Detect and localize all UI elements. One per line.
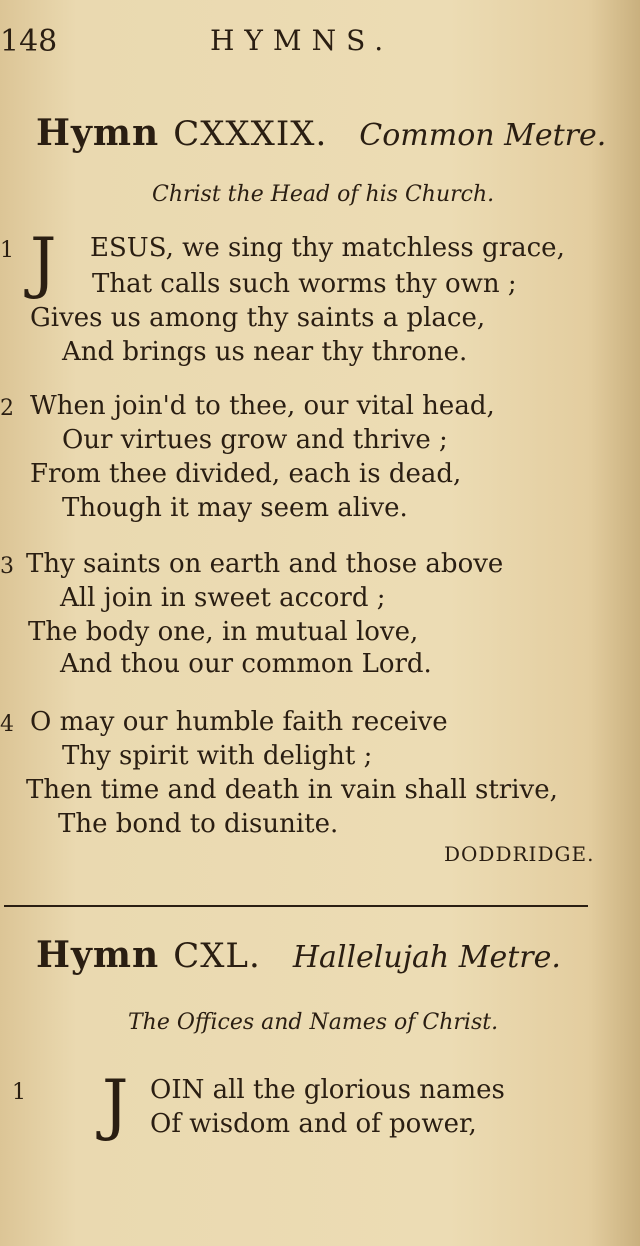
- verse-line: That calls such worms thy own ;: [92, 269, 517, 299]
- hymn-139-subtitle: Christ the Head of his Church.: [152, 182, 495, 207]
- running-head: [0, 24, 600, 64]
- verse-line: The bond to disunite.: [58, 809, 339, 839]
- verse-line: And brings us near thy throne.: [62, 337, 468, 367]
- verse-line: O may our humble faith receive: [30, 707, 448, 737]
- verse-line: And thou our common Lord.: [60, 649, 432, 679]
- hymn-139-heading: [36, 112, 606, 154]
- verse-line: When join'd to thee, our vital head,: [30, 391, 495, 421]
- hymn-140-heading: [36, 934, 561, 976]
- running-title: HYMNS.: [210, 24, 394, 57]
- verse-line: All join in sweet accord ;: [60, 583, 386, 613]
- hymn-number: CXXXIX.: [173, 114, 328, 154]
- drop-cap: J: [30, 224, 57, 301]
- verse-line: OIN all the glorious names: [150, 1075, 505, 1105]
- hymn-word: Hymn: [36, 934, 160, 976]
- verse-number: 1: [0, 238, 14, 263]
- verse-line: Of wisdom and of power,: [150, 1109, 477, 1139]
- hymn-metre: Common Metre.: [359, 118, 607, 153]
- verse-line: Then time and death in vain shall strive,: [26, 775, 558, 805]
- hymn-number: CXL.: [173, 936, 261, 976]
- verse-line: Thy spirit with delight ;: [62, 741, 373, 771]
- verse-line: The body one, in mutual love,: [28, 617, 419, 647]
- drop-cap: J: [102, 1066, 129, 1143]
- verse-number: 4: [0, 712, 14, 737]
- verse-line: Our virtues grow and thrive ;: [62, 425, 448, 455]
- verse-number: 3: [0, 554, 14, 579]
- section-divider: [4, 905, 588, 907]
- verse-line: Gives us among thy saints a place,: [30, 303, 486, 333]
- hymn-140-subtitle: The Offices and Names of Christ.: [128, 1010, 499, 1035]
- verse-line: Though it may seem alive.: [62, 493, 408, 523]
- verse-line: From thee divided, each is dead,: [30, 459, 462, 489]
- verse-number: 2: [0, 396, 14, 421]
- hymn-attribution: DODDRIDGE.: [444, 842, 595, 866]
- hymn-word: Hymn: [36, 112, 160, 154]
- verse-number: 1: [12, 1080, 26, 1105]
- page-number: 148: [0, 24, 58, 59]
- verse-line: ESUS, we sing thy matchless grace,: [90, 233, 565, 263]
- verse-line: Thy saints on earth and those above: [26, 549, 504, 579]
- hymn-metre: Hallelujah Metre.: [292, 940, 561, 975]
